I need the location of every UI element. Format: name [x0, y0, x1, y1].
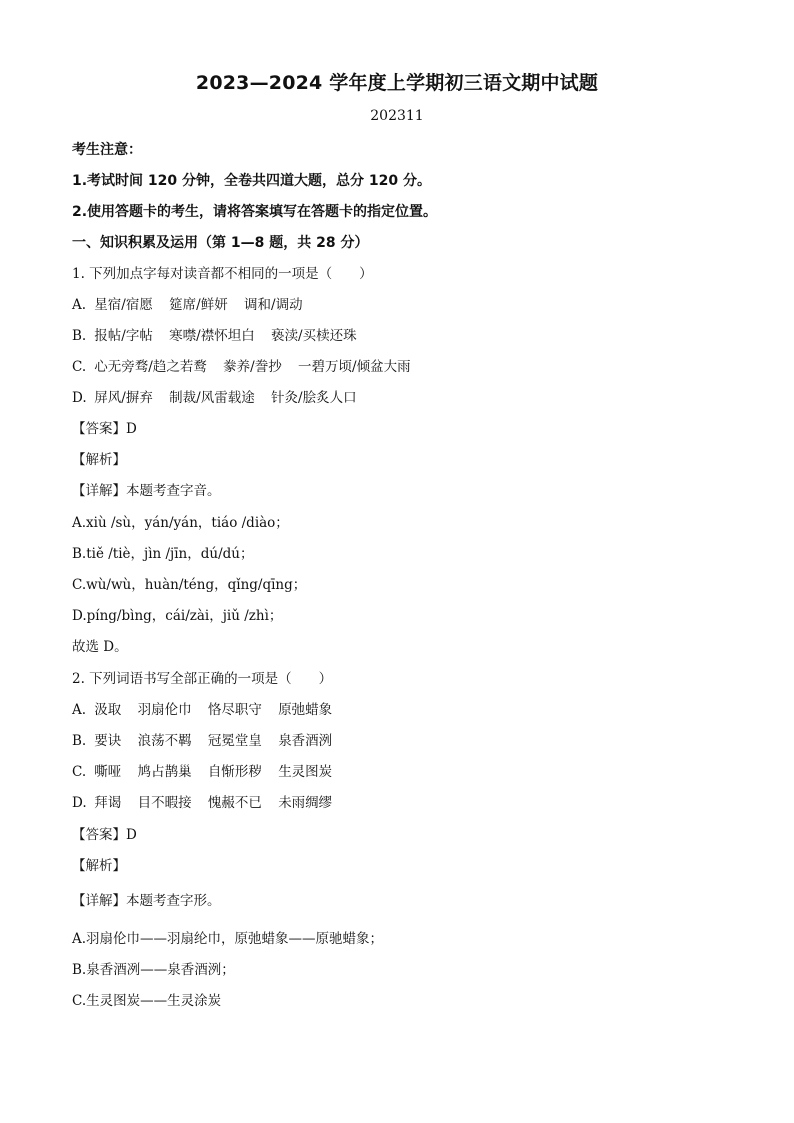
option-word: 星宿/宿愿 [94, 297, 153, 313]
question-2-option-a [72, 701, 754, 719]
option-word: 未雨绸缪 [278, 795, 333, 811]
option-word: 恪尽职守 [207, 702, 262, 718]
exam-code: 202311 [370, 108, 424, 124]
option-label: C. [72, 764, 87, 780]
page-title: 2023—2024 学年度上学期初三语文期中试题 [195, 72, 599, 94]
option-word: 拜谒 [94, 795, 122, 811]
question-1-stem: 1. 下列加点字每对读音都不相同的一项是（ ） [72, 266, 373, 282]
option-label: D. [72, 390, 87, 406]
option-word: 浪荡不羁 [137, 733, 192, 749]
question-2-answer: 【答案】D [72, 827, 137, 843]
question-1-explanation-c: C.wù/wù，huàn/téng，qǐng/qīng； [72, 577, 307, 593]
question-1-explanation-a: A.xiù /sù，yán/yán，tiáo /diào； [72, 515, 289, 531]
notice-heading: 考生注意： [72, 142, 142, 158]
option-label: B. [72, 733, 87, 749]
question-1-option-d [72, 389, 754, 407]
option-label: A. [72, 297, 87, 313]
question-2-option-d [72, 794, 754, 812]
question-2-explanation-c: C.生灵图炭——生灵涂炭 [72, 993, 222, 1009]
option-label: C. [72, 359, 87, 375]
option-word: 调和/调动 [244, 297, 303, 313]
notice-item-2: 2.使用答题卡的考生，请将答案填写在答题卡的指定位置。 [72, 204, 438, 220]
question-1-option-a [72, 296, 754, 314]
option-word: 冠冕堂皇 [207, 733, 262, 749]
question-2-detail: 【详解】本题考查字形。 [72, 893, 221, 909]
question-2-stem: 2. 下列词语书写全部正确的一项是（ ） [72, 671, 333, 687]
option-word: 自惭形秽 [207, 764, 262, 780]
question-2-option-b [72, 732, 754, 750]
question-1-option-c [72, 358, 754, 376]
question-2-option-c [72, 763, 754, 781]
question-1-detail: 【详解】本题考查字音。 [72, 483, 221, 499]
option-word: 原弛蜡象 [278, 702, 333, 718]
option-word: 泉香酒洌 [278, 733, 333, 749]
option-word: 生灵图炭 [278, 764, 333, 780]
question-1-explanation-b: B.tiě /tiè，jìn /jīn，dú/dú； [72, 546, 254, 562]
notice-item-1: 1.考试时间 120 分钟，全卷共四道大题，总分 120 分。 [72, 173, 432, 189]
option-word: 一碧万顷/倾盆大雨 [298, 359, 411, 375]
question-1-explanation-d: D.píng/bìng，cái/zài，jiǔ /zhì； [72, 608, 283, 624]
option-word: 鸠占鹊巢 [137, 764, 192, 780]
option-word: 嘶哑 [94, 764, 122, 780]
option-word: 要诀 [94, 733, 122, 749]
question-1-analysis: 【解析】 [72, 452, 126, 468]
question-2-analysis: 【解析】 [72, 858, 126, 874]
question-1-conclusion: 故选 D。 [72, 639, 128, 655]
option-word: 豢养/誊抄 [223, 359, 282, 375]
question-2-explanation-b: B.泉香酒冽——泉香酒洌； [72, 962, 235, 978]
option-label: A. [72, 702, 87, 718]
question-2-explanation-a: A.羽扇伦巾——羽扇纶巾，原弛蜡象——原驰蜡象； [72, 931, 384, 947]
option-word: 羽扇伦巾 [137, 702, 192, 718]
option-word: 愧赧不已 [207, 795, 262, 811]
question-1-option-b [72, 327, 754, 345]
question-1-answer: 【答案】D [72, 421, 137, 437]
option-word: 屏风/摒弃 [94, 390, 153, 406]
option-word: 针灸/脍炙人口 [271, 390, 357, 406]
option-label: B. [72, 328, 87, 344]
option-word: 亵渎/买椟还珠 [271, 328, 357, 344]
option-word: 汲取 [94, 702, 122, 718]
option-word: 报帖/字帖 [94, 328, 153, 344]
option-word: 筵席/鲜妍 [169, 297, 228, 313]
section-heading: 一、知识积累及运用（第 1—8 题，共 28 分） [72, 235, 369, 251]
option-word: 寒噤/襟怀坦白 [169, 328, 255, 344]
option-word: 制裁/风雷载途 [169, 390, 255, 406]
option-word: 心无旁骛/趋之若鹜 [94, 359, 207, 375]
option-word: 目不暇接 [137, 795, 192, 811]
option-label: D. [72, 795, 87, 811]
